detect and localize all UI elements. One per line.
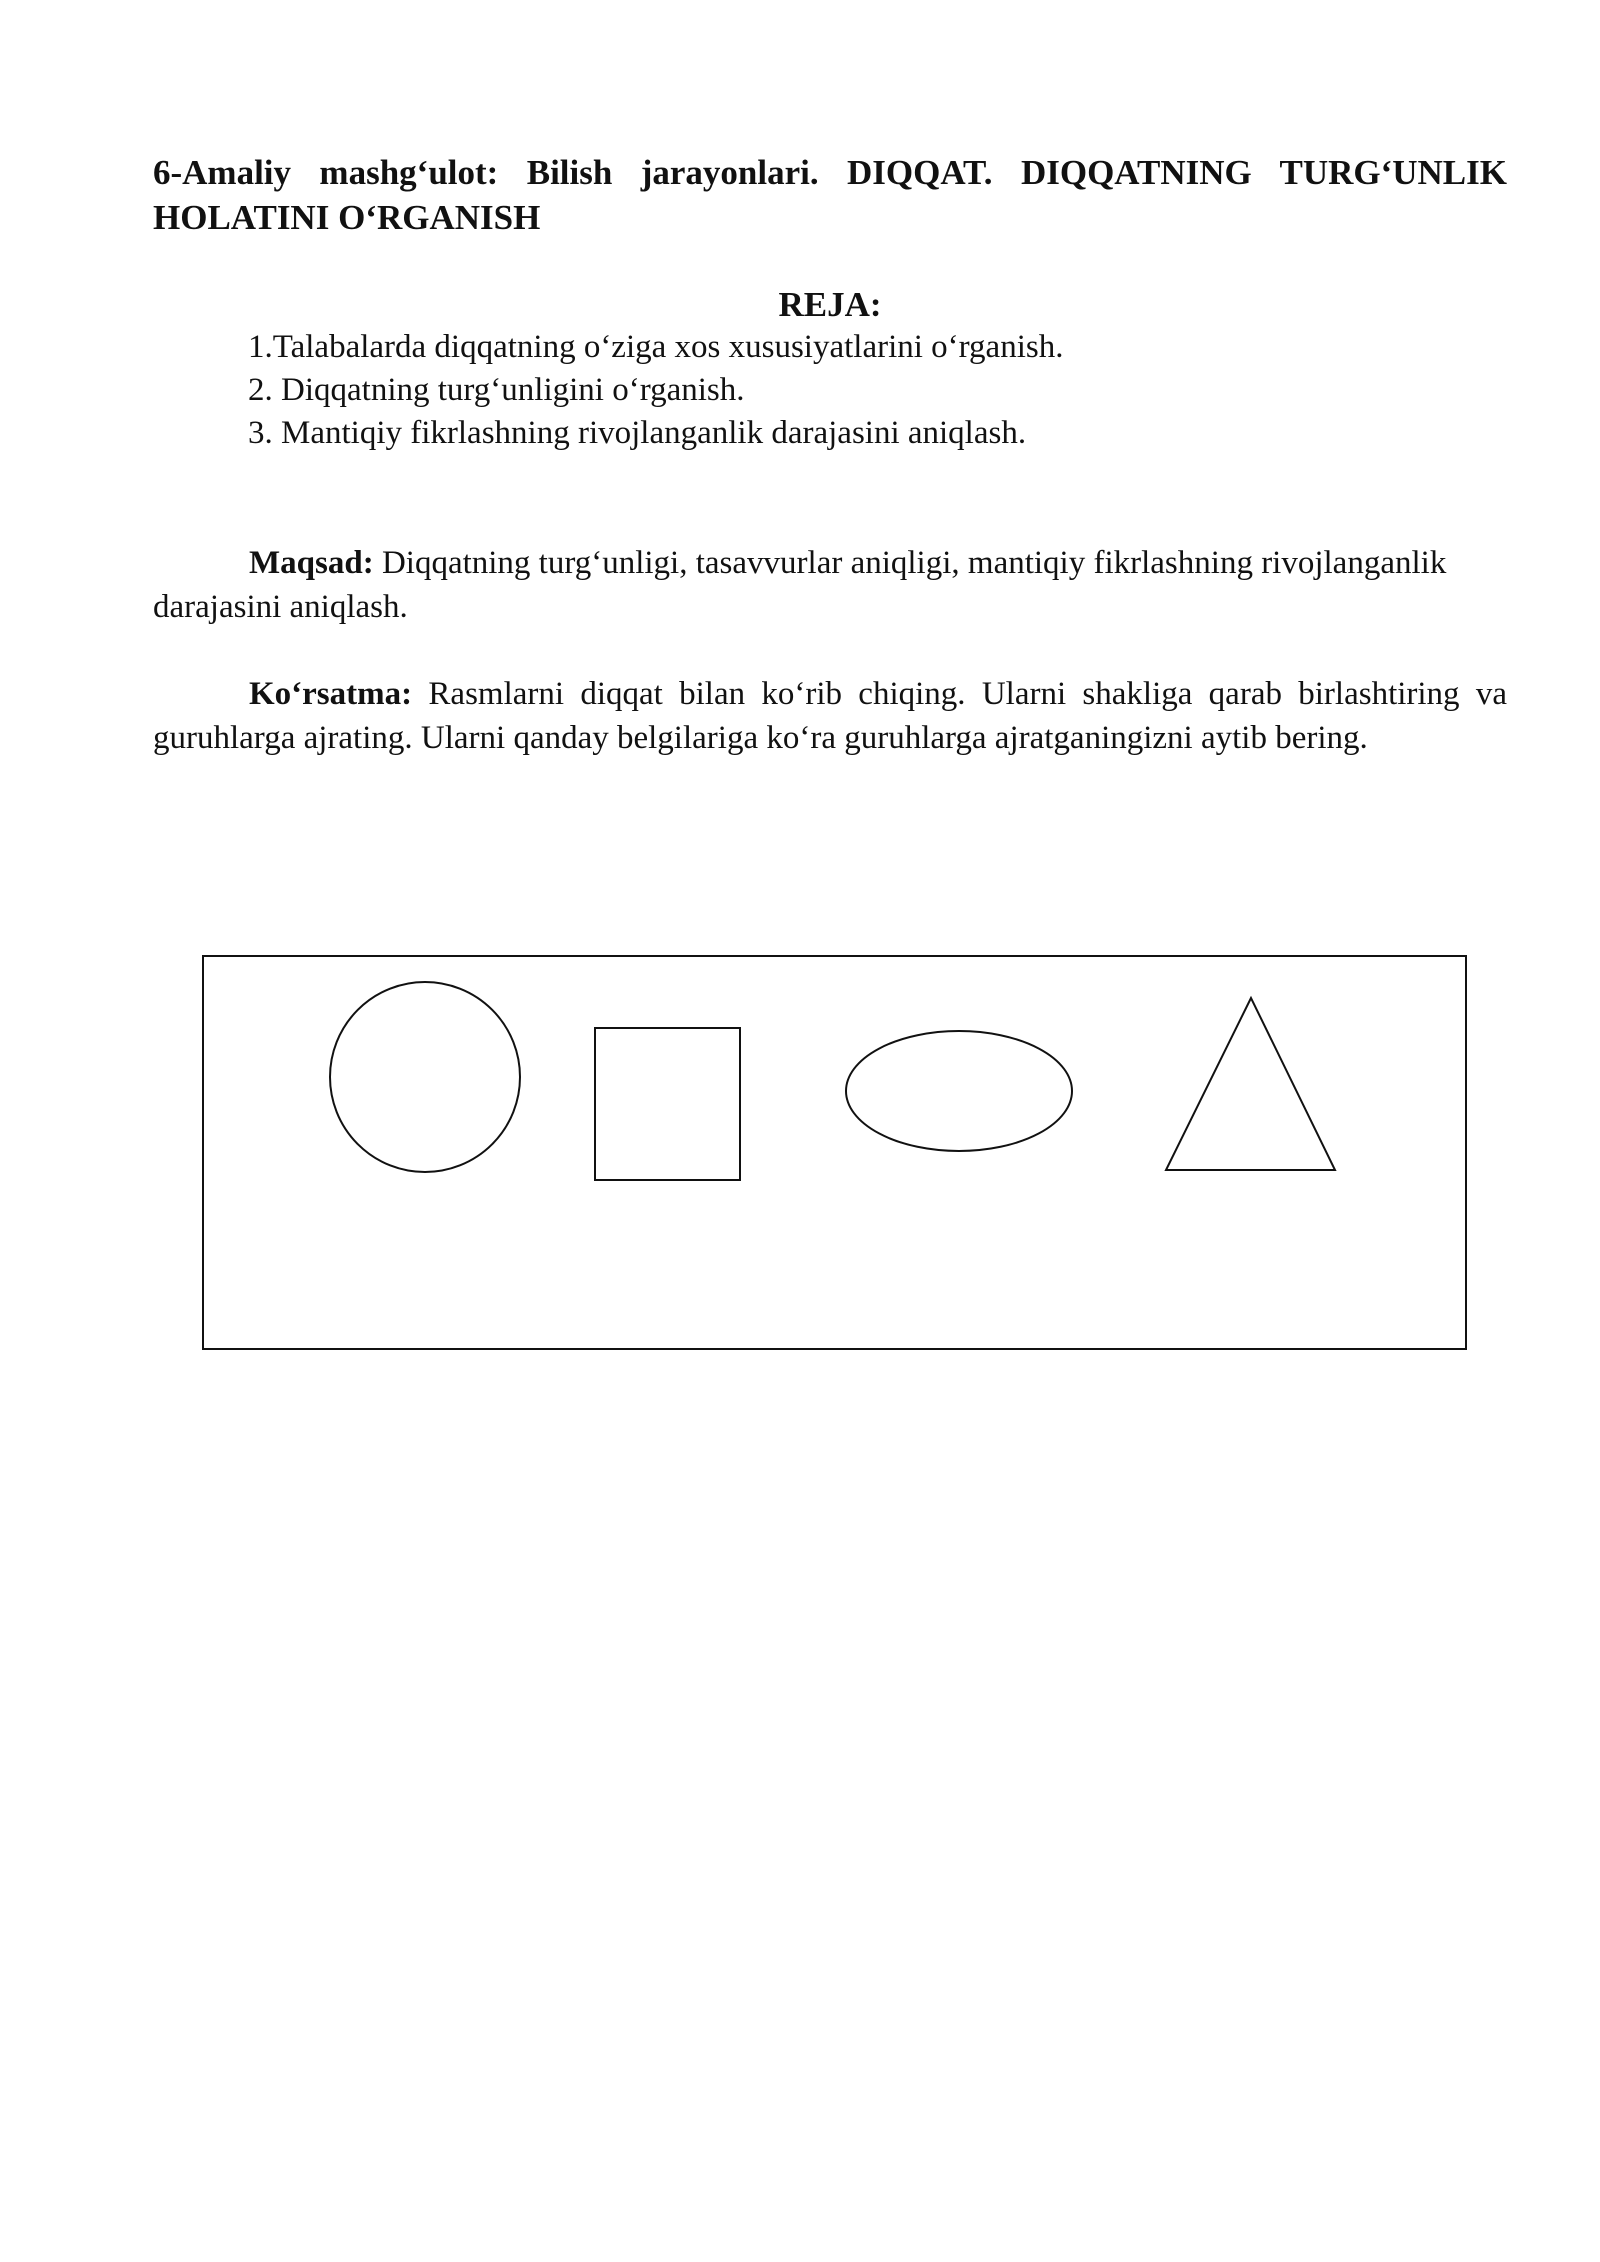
goal-text: Diqqatning turg‘unligi, tasavvurlar aniqligi, mantiqiy fikrlashning rivojlanganlik darajasini aniqlash. (153, 545, 1447, 625)
instruction-text: Rasmlarni diqqat bilan ko‘rib chiqing. Ularni shakliga qarab birlashtiring va guruhlarga ajrating. Ularni qanday belgilariga ko‘ra guruhlarga ajratganingizni aytib bering. (153, 676, 1507, 756)
instruction-paragraph (153, 672, 1507, 760)
plan-list (248, 326, 1063, 455)
ellipse-shape (846, 1031, 1072, 1151)
goal-paragraph (153, 541, 1507, 629)
instruction-label: Ko‘rsatma: (249, 676, 413, 712)
square-shape (595, 1028, 740, 1180)
plan-item-1: 1.Talabalarda diqqatning o‘ziga xos xususiyatlarini o‘rganish. (248, 329, 1064, 365)
shapes-figure-svg (202, 955, 1467, 1350)
goal-label: Maqsad: (249, 545, 374, 581)
circle-shape (330, 982, 520, 1172)
triangle-shape (1166, 998, 1335, 1170)
page-title: 6-Amaliy mashg‘ulot: Bilish jarayonlari. DIQQAT. DIQQATNING TURG‘UNLIK HOLATINI O‘RGANISH (153, 153, 1507, 237)
shapes-figure (202, 955, 1467, 1350)
plan-item-3: 3. Mantiqiy fikrlashning rivojlanganlik darajasini aniqlash. (248, 415, 1027, 451)
plan-item-2: 2. Diqqatning turg‘unligini o‘rganish. (248, 372, 745, 408)
plan-heading: REJA: (778, 285, 882, 324)
figure-frame (203, 956, 1466, 1349)
